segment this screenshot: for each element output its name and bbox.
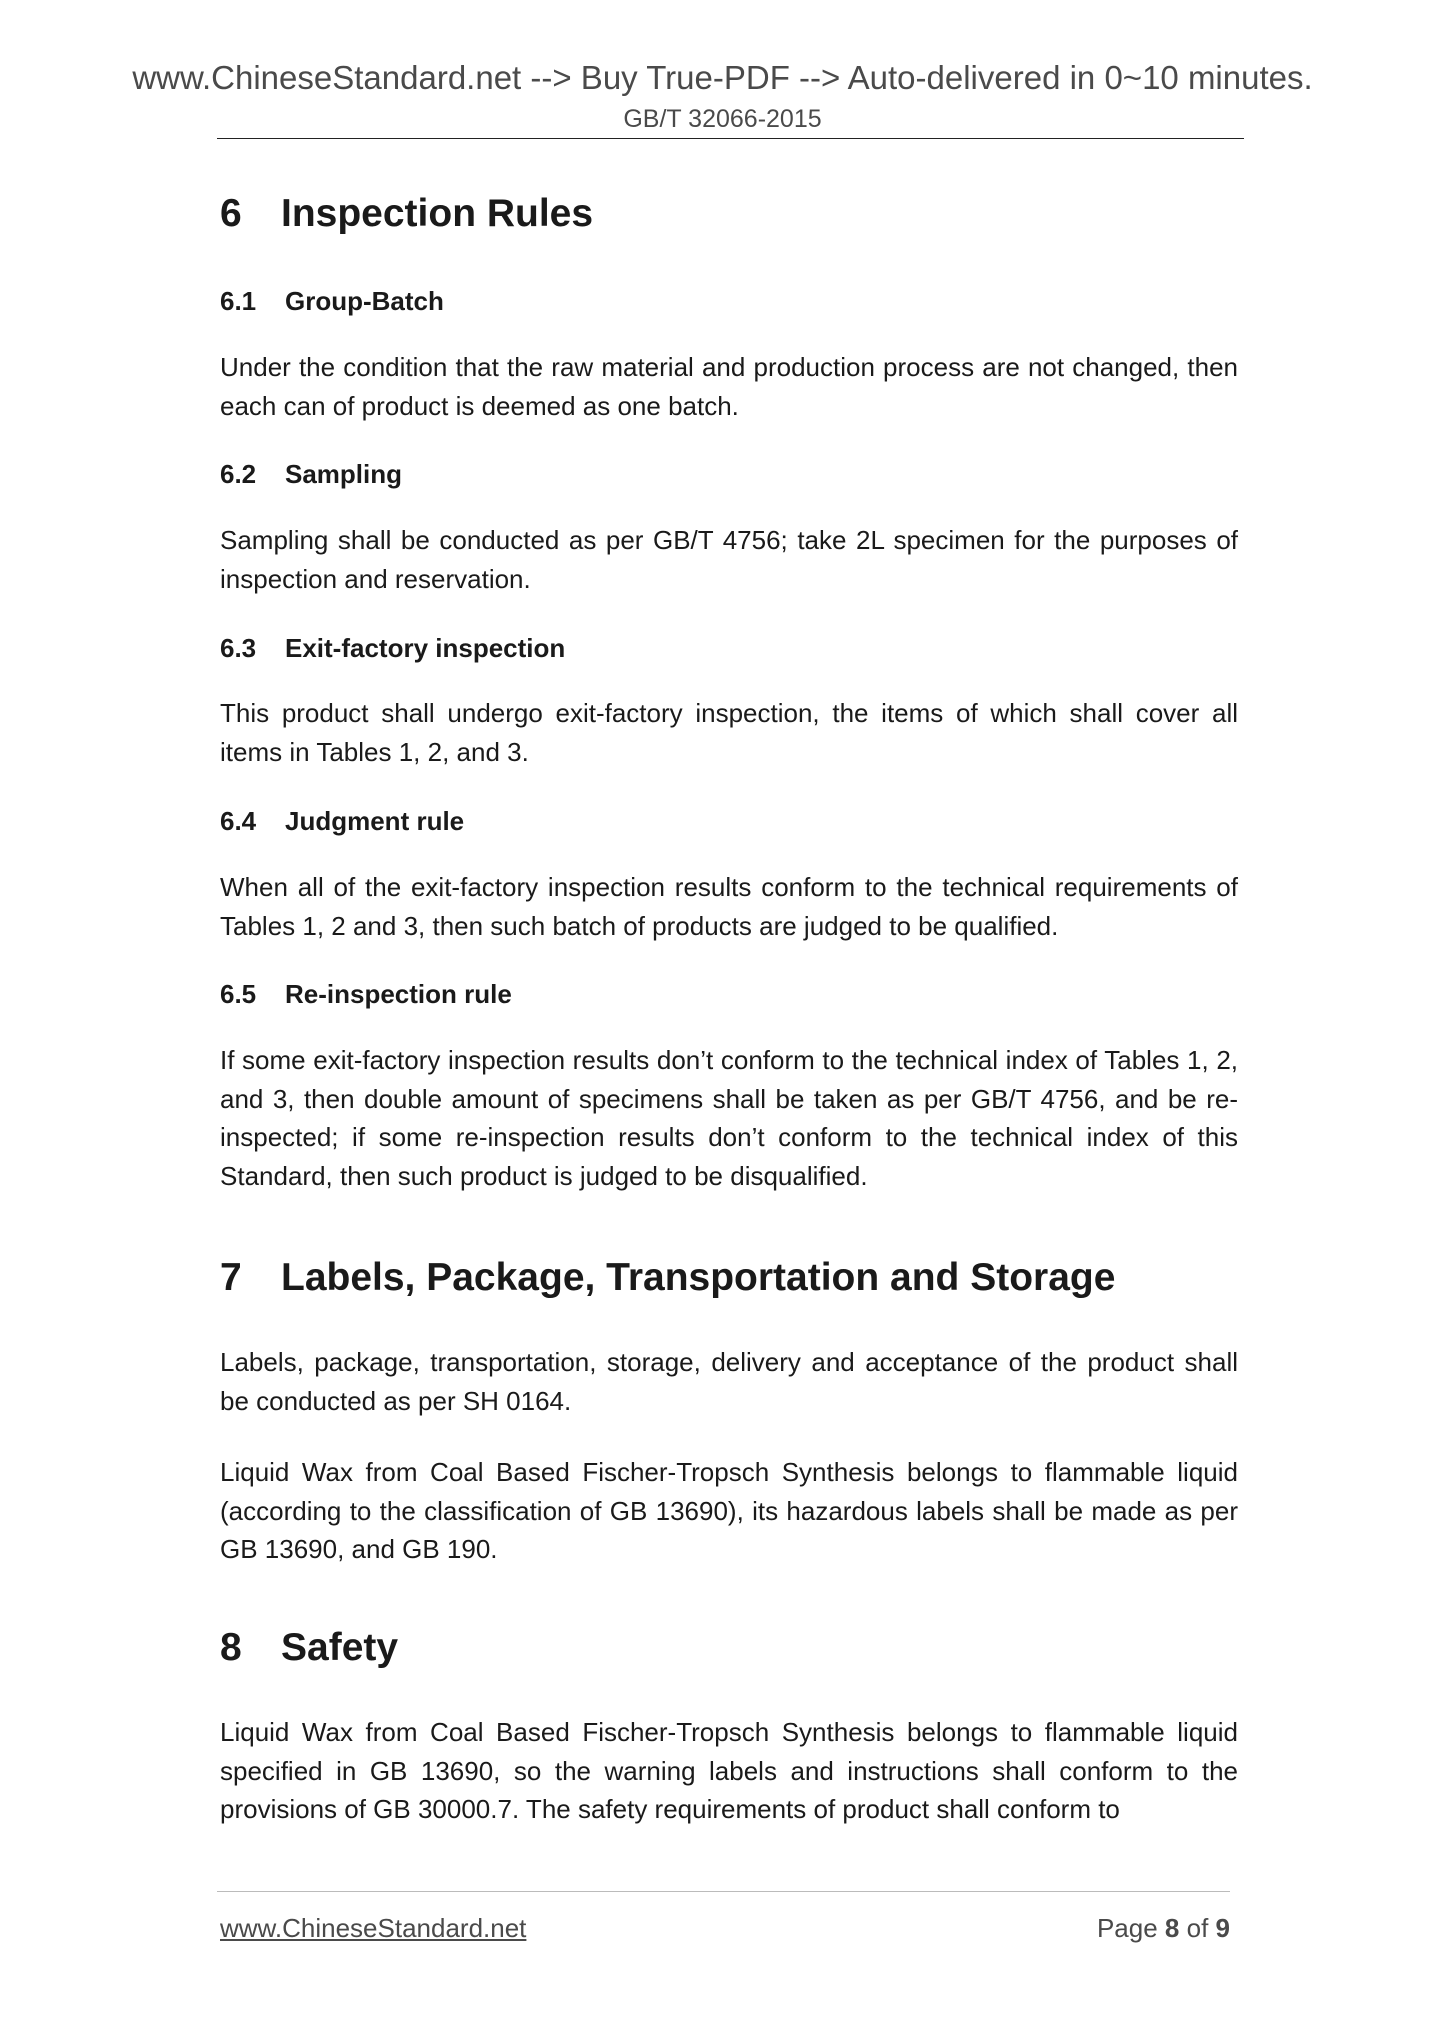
subsection-number: 6.2 [220,459,257,489]
subsection-number: 6.1 [220,286,257,316]
section-title: Labels, Package, Transportation and Storage [281,1256,1116,1299]
subsection-number: 6.5 [220,979,257,1009]
section-title: Safety [281,1626,399,1669]
page-indicator [1097,1912,1230,1944]
subsection-title: Re-inspection rule [285,979,512,1009]
subsection-heading [220,458,402,490]
paragraph: Sampling shall be conducted as per GB/T 4756; take 2L specimen for the purposes of inspection and reservation. [220,525,1238,594]
subsection-heading [220,978,512,1010]
document-number: GB/T 32066-2015 [623,105,822,133]
subsection-title: Judgment rule [285,806,465,836]
paragraph: Labels, package, transportation, storage, delivery and acceptance of the product shall be conducted as per SH 0164. [220,1347,1238,1416]
section-heading [220,1255,1115,1301]
subsection-number: 6.3 [220,633,257,663]
section-number: 7 [220,1256,242,1299]
paragraph: Liquid Wax from Coal Based Fischer-Tropsch Synthesis belongs to flammable liquid (according to the classification of GB 13690), its hazardous labels shall be made as per GB 13690, and GB 190. [220,1457,1238,1564]
page-of: of [1186,1913,1209,1943]
header-divider [217,138,1244,139]
subsection-title: Exit-factory inspection [285,633,566,663]
paragraph: This product shall undergo exit-factory inspection, the items of which shall cover all items in Tables 1, 2, and 3. [220,698,1238,767]
page-prefix: Page [1096,1913,1158,1943]
footer-divider [217,1891,1230,1892]
section-heading [220,1625,398,1671]
paragraph: If some exit-factory inspection results don’t conform to the technical index of Tables 1, 2, and 3, then double amount of specimens shall be taken as per GB/T 4756, and be re-inspected; if some re-inspection results don’t conform to the technical index of this Standard, then such product is judged to be disqualified. [220,1045,1238,1191]
paragraph: When all of the exit-factory inspection results conform to the technical requirements of Tables 1, 2 and 3, then such batch of products are judged to be qualified. [220,872,1238,941]
current-page: 8 [1164,1913,1180,1943]
site-banner: www.ChineseStandard.net --> Buy True-PDF --> Auto-delivered in 0~10 minutes. [132,59,1313,96]
total-pages: 9 [1215,1913,1230,1943]
subsection-heading [220,805,464,837]
section-heading [220,191,593,237]
paragraph: Liquid Wax from Coal Based Fischer-Tropsch Synthesis belongs to flammable liquid specified in GB 13690, so the warning labels and instructions shall conform to the provisions of GB 30000.7. The safety requirements of product shall conform to [220,1717,1238,1824]
subsection-number: 6.4 [220,806,257,836]
footer-website-link[interactable]: www.ChineseStandard.net [220,1913,527,1943]
subsection-heading [220,632,565,664]
section-number: 8 [220,1626,242,1669]
section-number: 6 [220,192,242,235]
subsection-title: Group-Batch [285,286,444,316]
subsection-heading [220,285,444,317]
section-title: Inspection Rules [281,192,594,235]
subsection-title: Sampling [285,459,403,489]
paragraph: Under the condition that the raw material and production process are not changed, then each can of product is deemed as one batch. [220,352,1238,421]
